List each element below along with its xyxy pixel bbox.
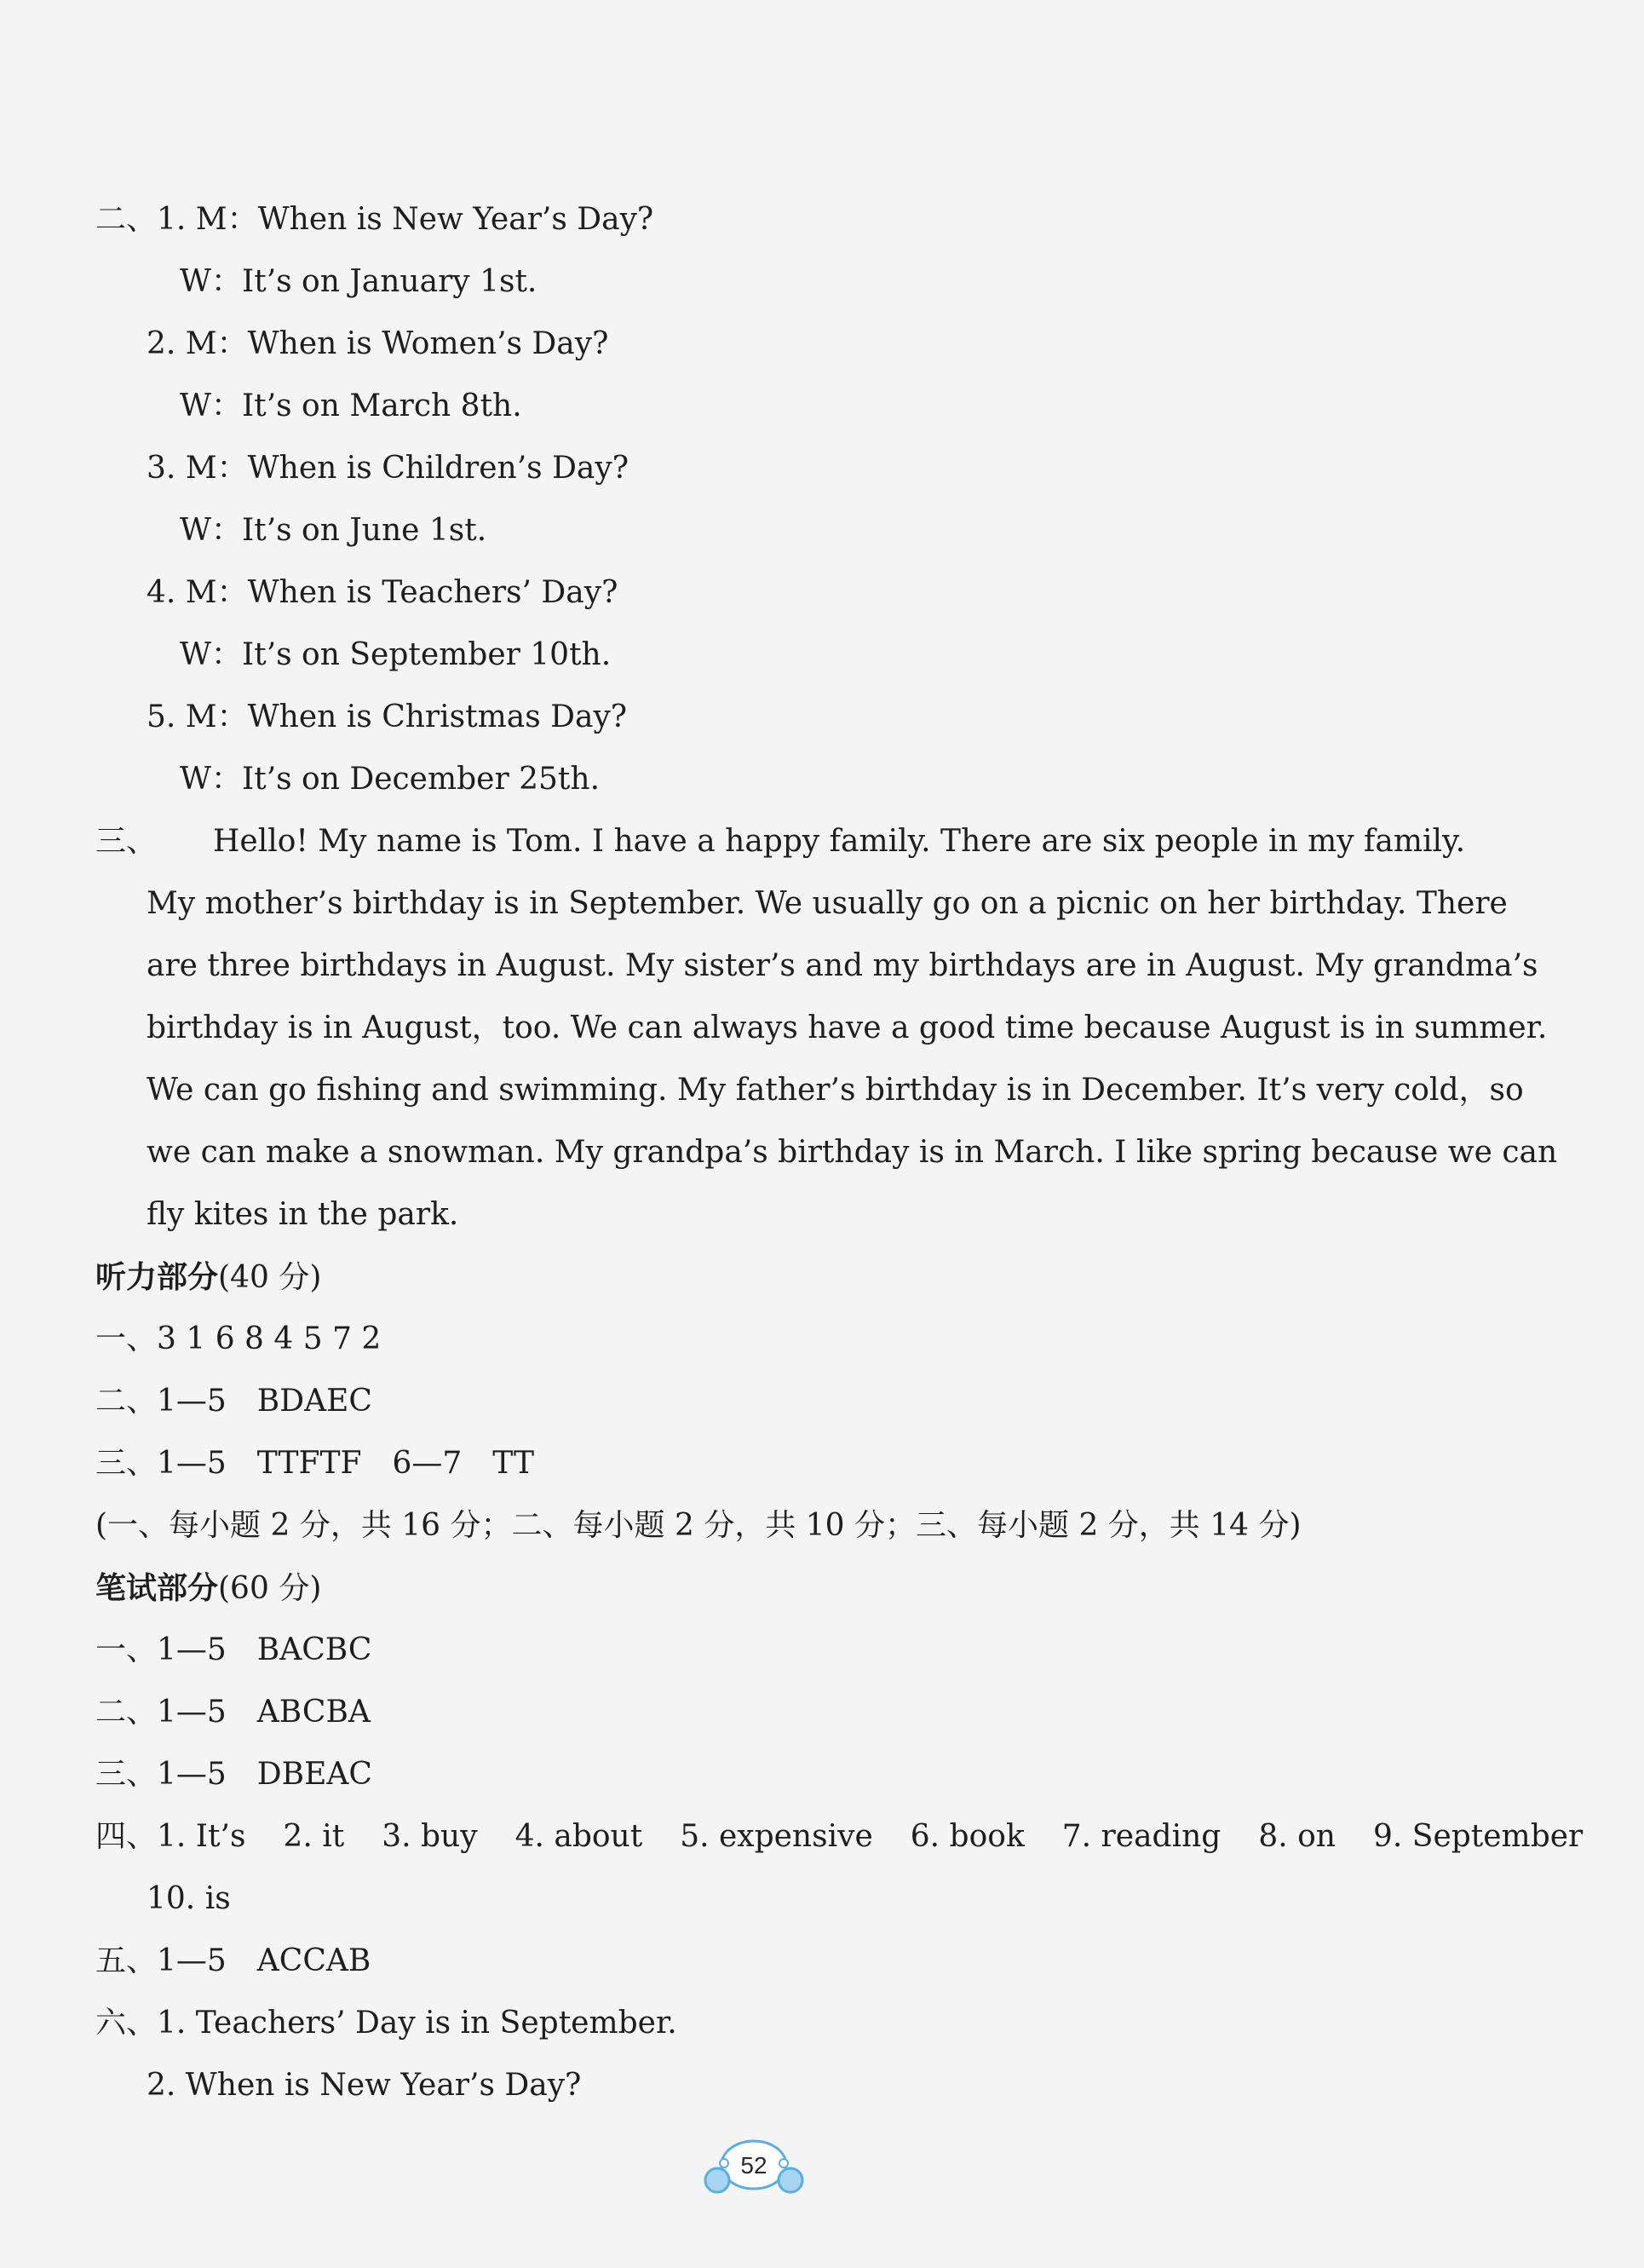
passage-line-1: Hello! My name is Tom. I have a happy family. There are six people in my family. — [213, 824, 1466, 859]
passage-line-6: we can make a snowman. My grandpa’s birthday is in March. I like spring because we can — [147, 1135, 1558, 1170]
passage-line-5: We can go fishing and swimming. My father’s birthday is in December. It’s very cold，so — [147, 1073, 1524, 1108]
written-heading-row — [95, 1569, 321, 1608]
dialogue-1-question — [95, 201, 653, 239]
written-answer-4-item-10: 10. is — [147, 1881, 231, 1916]
dialogue-2-question: 2. M：When is Women’s Day? — [147, 326, 609, 361]
written-answer-4 — [95, 1818, 1583, 1856]
page-number: 52 — [740, 2152, 767, 2179]
fill-answer: 1. It’s — [157, 1819, 246, 1854]
page-number-badge — [698, 2134, 809, 2202]
written-score: (60 分) — [218, 1571, 322, 1606]
passage-line-2: My mother’s birthday is in September. We usually go on a picnic on her birthday. There — [147, 886, 1508, 921]
fill-answer: 7. reading — [1061, 1819, 1222, 1854]
dialogue-1-answer: W：It’s on January 1st. — [180, 264, 537, 299]
listening-score: (40 分) — [218, 1260, 322, 1295]
section-label-two: 二、 — [95, 202, 158, 237]
written-answer-5: 五、1—5 ACCAB — [95, 1943, 371, 1978]
fill-answer: 9. September — [1372, 1819, 1584, 1854]
fill-answer: 5. expensive — [680, 1819, 873, 1854]
listening-answer-3: 三、1—5 TTFTF 6—7 TT — [95, 1446, 534, 1481]
written-answer-6-line-1: 六、1. Teachers’ Day is in September. — [95, 2006, 677, 2041]
dialogue-3-question: 3. M：When is Children’s Day? — [147, 451, 629, 486]
dialogue-4-question: 4. M：When is Teachers’ Day? — [147, 575, 618, 610]
written-answer-1: 一、1—5 BACBC — [95, 1632, 372, 1667]
fill-answer: 6. book — [910, 1819, 1025, 1854]
fill-answer: 3. buy — [382, 1819, 478, 1854]
dialogue-4-answer: W：It’s on September 10th. — [180, 637, 612, 672]
dialogue-question: 1. M：When is New Year’s Day? — [157, 202, 654, 237]
written-answer-3: 三、1—5 DBEAC — [95, 1757, 372, 1792]
listening-heading: 听力部分 — [95, 1259, 219, 1295]
dialogue-5-answer: W：It’s on December 25th. — [180, 762, 601, 797]
fill-answer: 4. about — [514, 1819, 643, 1854]
section-label-four: 四、 — [95, 1819, 158, 1854]
listening-answer-1: 一、3 1 6 8 4 5 7 2 — [95, 1321, 382, 1356]
bubble-icon — [698, 2134, 809, 2202]
passage-line-3: are three birthdays in August. My sister’s and my birthdays are in August. My grandma’s — [147, 948, 1538, 983]
written-answer-6-line-2: 2. When is New Year’s Day? — [147, 2068, 582, 2103]
dialogue-5-question: 5. M：When is Christmas Day? — [147, 699, 628, 734]
dialogue-3-answer: W：It’s on June 1st. — [180, 513, 487, 548]
written-answer-2: 二、1—5 ABCBA — [95, 1695, 371, 1730]
dialogue-2-answer: W：It’s on March 8th. — [180, 389, 522, 423]
fill-answer: 8. on — [1258, 1819, 1336, 1854]
listening-answer-2: 二、1—5 BDAEC — [95, 1384, 372, 1419]
listening-heading-row — [95, 1258, 321, 1297]
listening-scoring: (一、每小题 2 分，共 16 分；二、每小题 2 分，共 10 分；三、每小题 2 分，共 14 分) — [95, 1508, 1302, 1543]
passage-line-4: birthday is in August，too. We can always have a good time because August is in summer. — [147, 1010, 1548, 1045]
fill-answer: 2. it — [283, 1819, 345, 1854]
section-label-three: 三、 — [95, 824, 158, 859]
written-heading: 笔试部分 — [95, 1570, 219, 1606]
passage-line-7: fly kites in the park. — [147, 1197, 459, 1232]
